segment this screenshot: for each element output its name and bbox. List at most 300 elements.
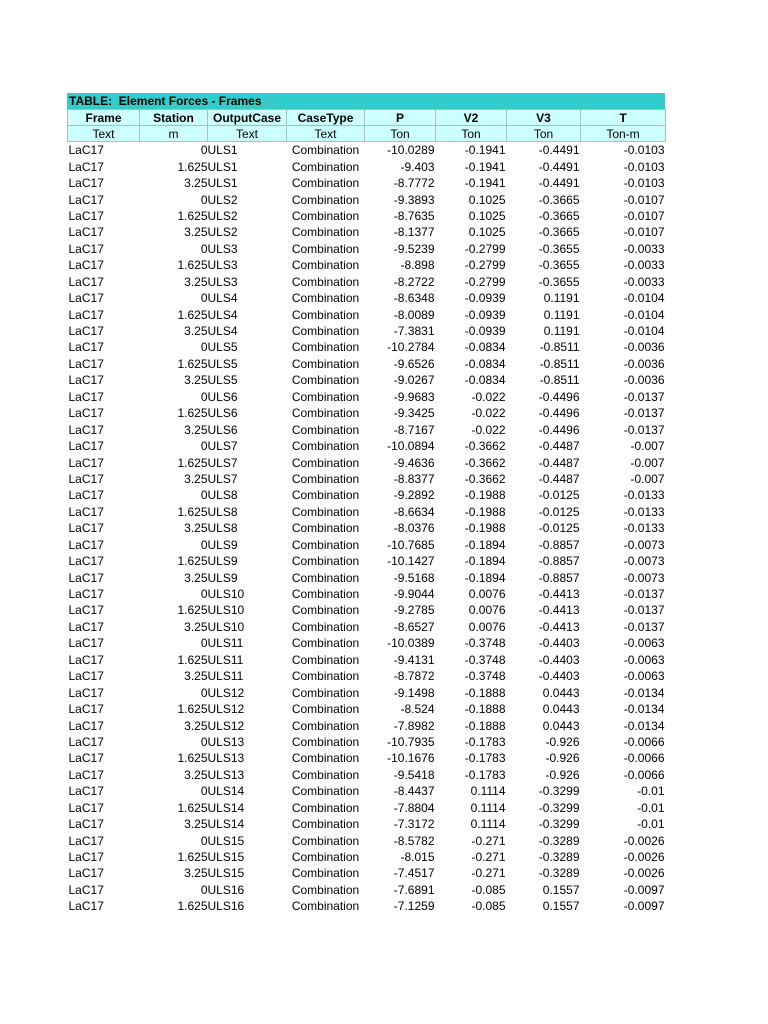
table-row xyxy=(68,898,666,914)
cell-p: -9.4131 xyxy=(393,652,435,667)
cell-frame: LaC17 xyxy=(68,734,104,749)
cell-v2: -0.3662 xyxy=(464,455,506,470)
table-row xyxy=(68,241,666,257)
cell-frame: LaC17 xyxy=(68,176,104,191)
cell-station: 0 xyxy=(200,192,208,207)
cell-outputcase: ULS5 xyxy=(207,373,238,388)
table-row xyxy=(68,208,666,224)
cell-v3: 0.0443 xyxy=(542,685,580,700)
cell-casetype: Combination xyxy=(291,471,360,486)
table-row xyxy=(68,849,666,865)
table-row xyxy=(68,619,666,635)
cell-p: -10.2784 xyxy=(387,340,435,355)
cell-p: -9.9044 xyxy=(393,587,435,602)
table-row xyxy=(68,290,666,306)
table-row xyxy=(68,701,666,717)
cell-v3: -0.4496 xyxy=(538,389,580,404)
cell-casetype: Combination xyxy=(291,554,360,569)
cell-frame: LaC17 xyxy=(68,340,104,355)
cell-v2: -0.3662 xyxy=(464,471,506,486)
table-row xyxy=(68,158,666,174)
cell-outputcase: ULS6 xyxy=(207,389,238,404)
cell-station: 0 xyxy=(200,587,208,602)
cell-outputcase: ULS7 xyxy=(207,439,238,454)
cell-t: -0.0066 xyxy=(623,734,665,749)
table-row xyxy=(68,832,666,848)
cell-t: -0.0103 xyxy=(623,159,665,174)
cell-station: 1.625 xyxy=(177,455,208,470)
cell-p: -9.6526 xyxy=(393,356,435,371)
cell-p: -9.2785 xyxy=(393,603,435,618)
cell-outputcase: ULS15 xyxy=(207,833,245,848)
cell-v2: -0.1894 xyxy=(464,570,506,585)
cell-outputcase: ULS3 xyxy=(207,241,238,256)
cell-t: -0.0134 xyxy=(623,718,665,733)
cell-t: -0.0133 xyxy=(623,504,665,519)
cell-v3: -0.4403 xyxy=(538,669,580,684)
cell-t: -0.0137 xyxy=(623,587,665,602)
cell-casetype: Combination xyxy=(291,669,360,684)
cell-v2: -0.1888 xyxy=(464,718,506,733)
cell-casetype: Combination xyxy=(291,636,360,651)
cell-station: 3.25 xyxy=(184,767,208,782)
cell-p: -8.1377 xyxy=(393,225,435,240)
cell-frame: LaC17 xyxy=(68,504,104,519)
cell-v3: -0.0125 xyxy=(538,504,580,519)
cell-station: 3.25 xyxy=(184,669,208,684)
table-row xyxy=(68,421,666,437)
cell-station: 0 xyxy=(200,389,208,404)
cell-p: -10.1676 xyxy=(387,751,435,766)
cell-t: -0.01 xyxy=(637,800,665,815)
cell-frame: LaC17 xyxy=(68,702,104,717)
cell-t: -0.0033 xyxy=(623,274,665,289)
cell-outputcase: ULS10 xyxy=(207,619,245,634)
table-row xyxy=(68,569,666,585)
table-row xyxy=(68,389,666,405)
cell-v3: -0.4413 xyxy=(538,587,580,602)
unit-t: Ton-m xyxy=(581,126,666,142)
cell-frame: LaC17 xyxy=(68,488,104,503)
cell-t: -0.0107 xyxy=(623,208,665,223)
cell-casetype: Combination xyxy=(291,406,360,421)
cell-t: -0.007 xyxy=(630,455,665,470)
cell-p: -7.8804 xyxy=(393,800,435,815)
cell-v2: -0.2799 xyxy=(464,258,506,273)
cell-station: 1.625 xyxy=(177,603,208,618)
cell-t: -0.0137 xyxy=(623,406,665,421)
table-row xyxy=(68,668,666,684)
cell-casetype: Combination xyxy=(291,882,360,897)
table-row xyxy=(68,767,666,783)
cell-p: -9.5418 xyxy=(393,767,435,782)
cell-v3: 0.1191 xyxy=(543,291,580,306)
cell-t: -0.0063 xyxy=(623,636,665,651)
cell-outputcase: ULS2 xyxy=(207,225,238,240)
cell-casetype: Combination xyxy=(291,767,360,782)
cell-casetype: Combination xyxy=(291,603,360,618)
cell-v3: -0.4487 xyxy=(538,471,580,486)
cell-outputcase: ULS12 xyxy=(207,702,245,717)
cell-v2: -0.1783 xyxy=(464,767,506,782)
cell-station: 1.625 xyxy=(177,208,208,223)
cell-frame: LaC17 xyxy=(68,307,104,322)
cell-frame: LaC17 xyxy=(68,767,104,782)
cell-v3: -0.3665 xyxy=(538,192,580,207)
cell-outputcase: ULS16 xyxy=(207,882,245,897)
cell-casetype: Combination xyxy=(291,159,360,174)
cell-v2: -0.022 xyxy=(471,422,506,437)
cell-casetype: Combination xyxy=(291,143,360,158)
cell-v3: -0.3299 xyxy=(538,817,580,832)
cell-v3: 0.1191 xyxy=(543,307,580,322)
cell-t: -0.0137 xyxy=(623,389,665,404)
table-row xyxy=(68,306,666,322)
cell-station: 1.625 xyxy=(177,159,208,174)
cell-casetype: Combination xyxy=(291,258,360,273)
cell-v3: -0.4487 xyxy=(538,439,580,454)
cell-station: 0 xyxy=(200,488,208,503)
cell-v3: 0.0443 xyxy=(542,718,580,733)
cell-t: -0.0063 xyxy=(623,669,665,684)
cell-v3: -0.3299 xyxy=(538,784,580,799)
cell-t: -0.0104 xyxy=(623,291,665,306)
cell-casetype: Combination xyxy=(291,488,360,503)
table-row xyxy=(68,471,666,487)
cell-outputcase: ULS14 xyxy=(207,817,245,832)
cell-outputcase: ULS4 xyxy=(207,324,238,339)
unit-outputcase: Text xyxy=(208,126,287,142)
cell-casetype: Combination xyxy=(291,504,360,519)
header-t: T xyxy=(581,110,666,126)
cell-outputcase: ULS9 xyxy=(207,570,238,585)
cell-outputcase: ULS15 xyxy=(207,850,245,865)
cell-casetype: Combination xyxy=(291,176,360,191)
cell-outputcase: ULS7 xyxy=(207,455,238,470)
table-row xyxy=(68,717,666,733)
cell-v2: -0.0834 xyxy=(464,373,506,388)
cell-frame: LaC17 xyxy=(68,241,104,256)
cell-v3: 0.0443 xyxy=(542,702,580,717)
cell-v2: -0.0939 xyxy=(464,324,506,339)
cell-v3: -0.3655 xyxy=(538,258,580,273)
cell-outputcase: ULS6 xyxy=(207,422,238,437)
header-v3: V3 xyxy=(507,110,581,126)
cell-outputcase: ULS3 xyxy=(207,274,238,289)
header-p: P xyxy=(365,110,436,126)
table-row xyxy=(68,816,666,832)
cell-v2: -0.085 xyxy=(471,882,506,897)
cell-casetype: Combination xyxy=(291,356,360,371)
cell-station: 3.25 xyxy=(184,718,208,733)
cell-casetype: Combination xyxy=(291,521,360,536)
cell-casetype: Combination xyxy=(291,324,360,339)
cell-p: -8.6348 xyxy=(393,291,435,306)
table-row xyxy=(68,323,666,339)
cell-frame: LaC17 xyxy=(68,554,104,569)
cell-v2: -0.1941 xyxy=(464,159,506,174)
cell-casetype: Combination xyxy=(291,225,360,240)
cell-casetype: Combination xyxy=(291,866,360,881)
cell-v3: -0.3289 xyxy=(538,850,580,865)
cell-station: 0 xyxy=(200,340,208,355)
cell-t: -0.0107 xyxy=(623,192,665,207)
cell-v2: -0.022 xyxy=(471,406,506,421)
cell-outputcase: ULS13 xyxy=(207,767,245,782)
cell-v2: -0.1888 xyxy=(464,702,506,717)
cell-casetype: Combination xyxy=(291,389,360,404)
cell-p: -9.2892 xyxy=(393,488,435,503)
cell-station: 3.25 xyxy=(184,866,208,881)
cell-v2: -0.0939 xyxy=(464,291,506,306)
cell-outputcase: ULS6 xyxy=(207,406,238,421)
table-row xyxy=(68,734,666,750)
cell-v2: -0.1783 xyxy=(464,734,506,749)
cell-station: 3.25 xyxy=(184,521,208,536)
cell-station: 0 xyxy=(200,537,208,552)
cell-v2: -0.0834 xyxy=(464,340,506,355)
cell-casetype: Combination xyxy=(291,784,360,799)
cell-v3: -0.4403 xyxy=(538,636,580,651)
cell-v2: 0.1114 xyxy=(470,800,506,815)
cell-v2: -0.3748 xyxy=(464,636,506,651)
cell-v2: -0.1988 xyxy=(464,504,506,519)
table-row xyxy=(68,684,666,700)
cell-p: -8.7167 xyxy=(393,422,435,437)
cell-p: -7.3831 xyxy=(393,324,435,339)
cell-v2: -0.085 xyxy=(471,899,506,914)
cell-station: 1.625 xyxy=(177,258,208,273)
cell-v3: -0.3655 xyxy=(538,274,580,289)
cell-outputcase: ULS5 xyxy=(207,340,238,355)
table-body xyxy=(68,142,666,915)
cell-frame: LaC17 xyxy=(68,291,104,306)
table-row xyxy=(68,586,666,602)
cell-t: -0.0103 xyxy=(623,176,665,191)
cell-frame: LaC17 xyxy=(68,833,104,848)
cell-frame: LaC17 xyxy=(68,751,104,766)
cell-frame: LaC17 xyxy=(68,471,104,486)
cell-outputcase: ULS11 xyxy=(207,669,244,684)
cell-v3: -0.3655 xyxy=(538,241,580,256)
cell-station: 3.25 xyxy=(184,471,208,486)
cell-v3: -0.4487 xyxy=(538,455,580,470)
cell-v3: -0.3289 xyxy=(538,866,580,881)
units-row xyxy=(68,126,666,142)
cell-station: 0 xyxy=(200,734,208,749)
cell-t: -0.0066 xyxy=(623,751,665,766)
cell-v3: 0.1557 xyxy=(542,899,580,914)
cell-v2: -0.2799 xyxy=(464,241,506,256)
cell-t: -0.0033 xyxy=(623,258,665,273)
cell-v2: -0.0834 xyxy=(464,356,506,371)
cell-p: -8.8377 xyxy=(393,471,435,486)
cell-outputcase: ULS13 xyxy=(207,734,245,749)
cell-station: 1.625 xyxy=(177,899,208,914)
cell-casetype: Combination xyxy=(291,652,360,667)
cell-outputcase: ULS11 xyxy=(207,636,244,651)
cell-t: -0.0133 xyxy=(623,521,665,536)
cell-station: 3.25 xyxy=(184,570,208,585)
cell-v3: -0.8857 xyxy=(538,554,580,569)
cell-outputcase: ULS9 xyxy=(207,537,238,552)
cell-frame: LaC17 xyxy=(68,652,104,667)
cell-outputcase: ULS5 xyxy=(207,356,238,371)
cell-frame: LaC17 xyxy=(68,143,104,158)
cell-v3: -0.3289 xyxy=(538,833,580,848)
cell-casetype: Combination xyxy=(291,208,360,223)
cell-p: -9.3425 xyxy=(393,406,435,421)
unit-station: m xyxy=(140,126,208,142)
cell-station: 0 xyxy=(200,882,208,897)
cell-casetype: Combination xyxy=(291,817,360,832)
cell-p: -8.4437 xyxy=(393,784,435,799)
cell-v3: -0.0125 xyxy=(538,521,580,536)
cell-outputcase: ULS15 xyxy=(207,866,245,881)
cell-casetype: Combination xyxy=(291,439,360,454)
cell-v3: -0.3665 xyxy=(538,225,580,240)
cell-frame: LaC17 xyxy=(68,718,104,733)
table-row xyxy=(68,504,666,520)
cell-t: -0.01 xyxy=(637,817,665,832)
cell-station: 0 xyxy=(200,784,208,799)
cell-p: -7.4517 xyxy=(393,866,435,881)
cell-casetype: Combination xyxy=(291,340,360,355)
cell-p: -10.7685 xyxy=(387,537,435,552)
cell-t: -0.0104 xyxy=(623,307,665,322)
cell-v2: -0.271 xyxy=(471,866,506,881)
cell-frame: LaC17 xyxy=(68,274,104,289)
cell-casetype: Combination xyxy=(291,685,360,700)
cell-casetype: Combination xyxy=(291,751,360,766)
cell-v2: -0.3662 xyxy=(464,439,506,454)
cell-station: 0 xyxy=(200,241,208,256)
cell-v2: -0.1894 xyxy=(464,554,506,569)
cell-frame: LaC17 xyxy=(68,587,104,602)
element-forces-table xyxy=(67,109,666,915)
cell-t: -0.0073 xyxy=(623,554,665,569)
cell-frame: LaC17 xyxy=(68,817,104,832)
cell-frame: LaC17 xyxy=(68,225,104,240)
cell-frame: LaC17 xyxy=(68,570,104,585)
cell-p: -7.6891 xyxy=(393,882,435,897)
cell-p: -8.524 xyxy=(400,702,435,717)
cell-v2: -0.0939 xyxy=(464,307,506,322)
cell-station: 1.625 xyxy=(177,800,208,815)
cell-p: -9.5239 xyxy=(393,241,435,256)
cell-outputcase: ULS8 xyxy=(207,488,238,503)
table-row xyxy=(68,274,666,290)
cell-outputcase: ULS2 xyxy=(207,192,238,207)
cell-v3: -0.8857 xyxy=(538,537,580,552)
cell-station: 3.25 xyxy=(184,324,208,339)
cell-p: -10.0389 xyxy=(387,636,435,651)
spreadsheet xyxy=(67,93,665,915)
cell-p: -8.7772 xyxy=(393,176,435,191)
cell-casetype: Combination xyxy=(291,587,360,602)
table-row xyxy=(68,602,666,618)
cell-casetype: Combination xyxy=(291,537,360,552)
cell-frame: LaC17 xyxy=(68,636,104,651)
cell-outputcase: ULS10 xyxy=(207,603,245,618)
cell-t: -0.0097 xyxy=(623,899,665,914)
cell-frame: LaC17 xyxy=(68,882,104,897)
cell-station: 0 xyxy=(200,685,208,700)
cell-v2: 0.1025 xyxy=(468,192,506,207)
cell-v2: -0.2799 xyxy=(464,274,506,289)
cell-frame: LaC17 xyxy=(68,619,104,634)
cell-v2: 0.1114 xyxy=(470,817,506,832)
cell-t: -0.0036 xyxy=(623,356,665,371)
header-v2: V2 xyxy=(436,110,507,126)
table-row xyxy=(68,800,666,816)
cell-frame: LaC17 xyxy=(68,521,104,536)
cell-casetype: Combination xyxy=(291,833,360,848)
cell-frame: LaC17 xyxy=(68,406,104,421)
cell-t: -0.0026 xyxy=(623,866,665,881)
cell-p: -8.6527 xyxy=(393,619,435,634)
table-row xyxy=(68,487,666,503)
cell-frame: LaC17 xyxy=(68,389,104,404)
cell-casetype: Combination xyxy=(291,307,360,322)
cell-p: -8.0376 xyxy=(393,521,435,536)
cell-p: -8.7635 xyxy=(393,208,435,223)
cell-t: -0.0137 xyxy=(623,619,665,634)
cell-frame: LaC17 xyxy=(68,899,104,914)
cell-t: -0.0133 xyxy=(623,488,665,503)
cell-t: -0.007 xyxy=(630,439,665,454)
cell-station: 1.625 xyxy=(177,702,208,717)
cell-outputcase: ULS2 xyxy=(207,208,238,223)
cell-v2: 0.0076 xyxy=(468,619,506,634)
cell-station: 1.625 xyxy=(177,307,208,322)
cell-station: 3.25 xyxy=(184,422,208,437)
header-station: Station xyxy=(140,110,208,126)
cell-frame: LaC17 xyxy=(68,800,104,815)
cell-t: -0.0036 xyxy=(623,340,665,355)
cell-p: -10.1427 xyxy=(387,554,435,569)
cell-frame: LaC17 xyxy=(68,439,104,454)
cell-t: -0.01 xyxy=(637,784,665,799)
cell-p: -9.5168 xyxy=(393,570,435,585)
cell-t: -0.0137 xyxy=(623,422,665,437)
cell-v3: -0.8511 xyxy=(539,340,580,355)
cell-station: 1.625 xyxy=(177,652,208,667)
cell-v3: -0.8857 xyxy=(538,570,580,585)
table-row xyxy=(68,783,666,799)
cell-p: -10.7935 xyxy=(387,734,435,749)
cell-station: 3.25 xyxy=(184,176,208,191)
cell-outputcase: ULS16 xyxy=(207,899,245,914)
cell-outputcase: ULS1 xyxy=(207,159,238,174)
unit-frame: Text xyxy=(68,126,140,142)
cell-frame: LaC17 xyxy=(68,258,104,273)
cell-station: 1.625 xyxy=(177,504,208,519)
cell-v2: -0.022 xyxy=(471,389,506,404)
cell-outputcase: ULS9 xyxy=(207,554,238,569)
cell-outputcase: ULS1 xyxy=(207,143,238,158)
table-row xyxy=(68,750,666,766)
cell-casetype: Combination xyxy=(291,455,360,470)
table-row xyxy=(68,257,666,273)
cell-frame: LaC17 xyxy=(68,685,104,700)
cell-t: -0.0137 xyxy=(623,603,665,618)
cell-t: -0.0063 xyxy=(623,652,665,667)
cell-t: -0.0107 xyxy=(623,225,665,240)
cell-t: -0.0026 xyxy=(623,833,665,848)
cell-frame: LaC17 xyxy=(68,422,104,437)
table-row xyxy=(68,865,666,881)
